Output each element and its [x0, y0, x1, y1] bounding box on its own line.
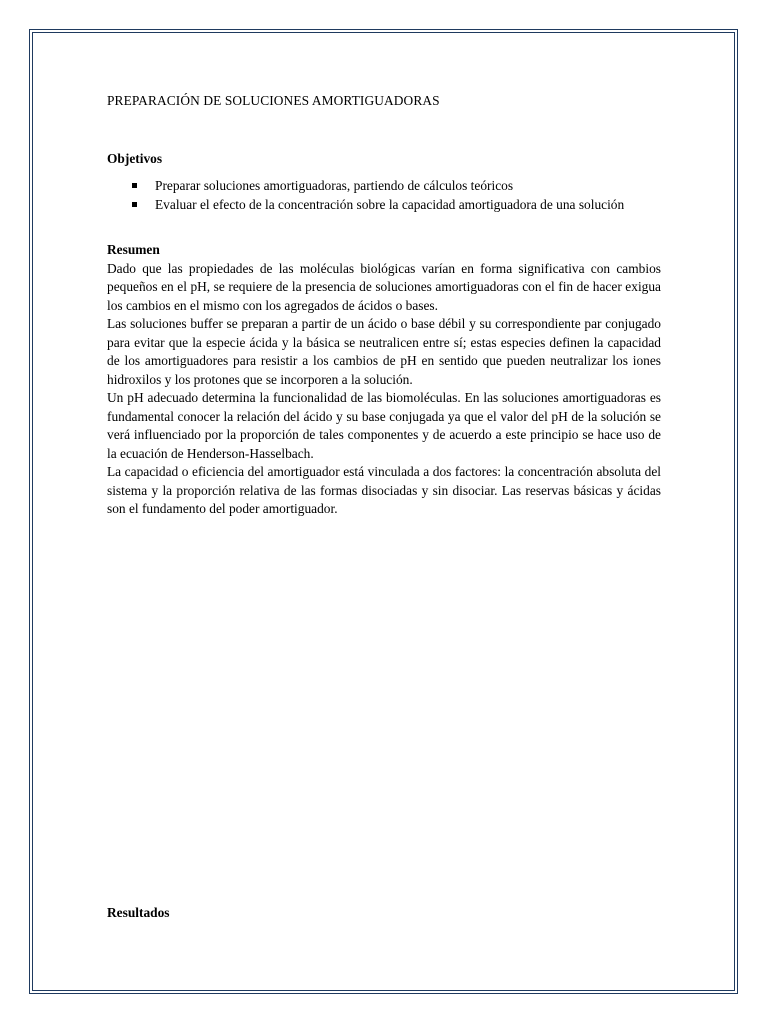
list-item-text: Preparar soluciones amortiguadoras, partiendo de cálculos teóricos	[155, 178, 514, 193]
resumen-paragraph-4: La capacidad o eficiencia del amortiguador está vinculada a dos factores: la concentración absoluta del sistema y la proporción relativa de las formas disociadas y sin disociar. Las reservas básicas y ácidas son el fundamento del poder amortiguador.	[107, 464, 661, 516]
square-bullet-icon	[132, 202, 137, 207]
objetivos-heading: Objetivos	[107, 150, 163, 166]
list-item	[107, 196, 661, 215]
list-item	[107, 177, 661, 196]
list-item-text: Evaluar el efecto de la concentración sobre la capacidad amortiguadora de una solución	[155, 196, 625, 212]
resultados-heading: Resultados	[107, 905, 170, 920]
objetivos-list	[107, 177, 661, 214]
square-bullet-icon	[132, 183, 137, 188]
resumen-paragraph-3: Un pH adecuado determina la funcionalidad de las biomoléculas. En las soluciones amortiguadoras es fundamental conocer la relación del ácido y su base conjugada ya que el valor del pH de la solución se verá influenciado por la proporción de tales componentes y de acuerdo a este principio se hace uso de la ecuación de Henderson-Hasselbach.	[107, 390, 661, 461]
resumen-heading: Resumen	[107, 242, 160, 257]
resumen-paragraph-1: Dado que las propiedades de las moléculas biológicas varían en forma significativa con cambios pequeños en el pH, se requiere de la presencia de soluciones amortiguadoras con el fin de hacer exigua los cambios en el mismo con los agregados de ácidos o bases.	[107, 260, 661, 313]
document-title: PREPARACIÓN DE SOLUCIONES AMORTIGUADORAS	[107, 93, 440, 108]
resumen-paragraph-2: Las soluciones buffer se preparan a partir de un ácido o base débil y su correspondiente par conjugado para evitar que la especie ácida y la básica se neutralicen entre sí; estas especies definen la capacidad de los amortiguadores para resistir a los cambios de pH en sentido que pueden neutralizar los iones hidroxilos y los protones que se incorporen a la solución.	[107, 316, 661, 387]
document-body	[107, 92, 661, 519]
